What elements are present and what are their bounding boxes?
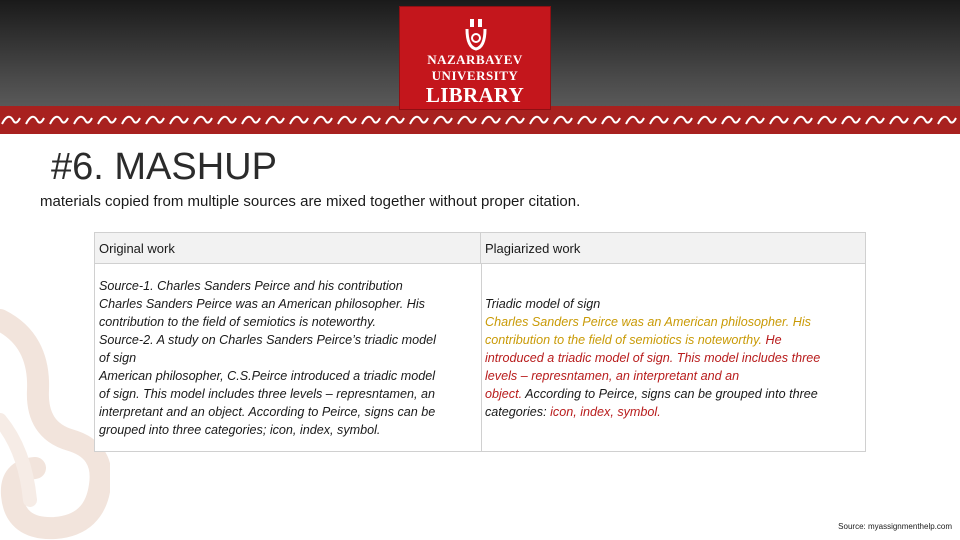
original-work-cell <box>99 277 473 439</box>
logo-text-university: UNIVERSITY <box>431 68 519 83</box>
logo-text-nazarbayev: NAZARBAYEV <box>427 52 523 67</box>
plagiarized-line-source1: Charles Sanders Peirce was an American philosopher. His <box>485 315 811 329</box>
source-credit: Source: myassignmenthelp.com <box>838 522 952 531</box>
plagiarized-line: According to Peirce, signs can be grouped into three <box>522 387 818 401</box>
original-line: of sign. This model includes three levels – represntamen, an <box>99 387 436 401</box>
original-line: Source-2. A study on Charles Sanders Peirce’s triadic model <box>99 333 436 347</box>
plagiarized-heading: Triadic model of sign <box>485 297 601 311</box>
plagiarized-line-source2: icon, index, symbol. <box>550 405 661 419</box>
plagiarized-line-source1: contribution to the field of semiotics is noteworthy. <box>485 333 762 347</box>
ornament-border <box>0 106 960 134</box>
slide-title: #6. MASHUP <box>51 146 277 188</box>
original-line: of sign <box>99 351 137 365</box>
original-line: American philosopher, C.S.Peirce introduced a triadic model <box>99 369 436 383</box>
plagiarized-line-source2: He <box>761 333 782 347</box>
original-line: Source-1. Charles Sanders Peirce and his contribution <box>99 279 403 293</box>
logo-text-library: LIBRARY <box>425 83 525 107</box>
plagiarized-line-source2: object. <box>485 387 523 401</box>
header-original-work: Original work <box>95 233 481 264</box>
original-line: interpretant and an object. According to Peirce, signs can be <box>99 405 436 419</box>
slide-subtitle: materials copied from multiple sources are mixed together without proper citation. <box>40 193 581 210</box>
university-emblem-icon <box>462 17 490 51</box>
comparison-table <box>94 232 866 452</box>
plagiarized-work-cell <box>485 295 861 421</box>
library-logo <box>399 6 551 110</box>
header-plagiarized-work: Plagiarized work <box>481 233 865 264</box>
plagiarized-line: categories: <box>485 405 551 419</box>
column-divider <box>481 264 482 451</box>
plagiarized-line-source2: introduced a triadic model of sign. This model includes three <box>485 351 821 365</box>
original-line: contribution to the field of semiotics is noteworthy. <box>99 315 376 329</box>
original-line: grouped into three categories; icon, index, symbol. <box>99 423 381 437</box>
original-line: Charles Sanders Peirce was an American philosopher. His <box>99 297 425 311</box>
plagiarized-line-source2: levels – represntamen, an interpretant and an <box>485 369 740 383</box>
